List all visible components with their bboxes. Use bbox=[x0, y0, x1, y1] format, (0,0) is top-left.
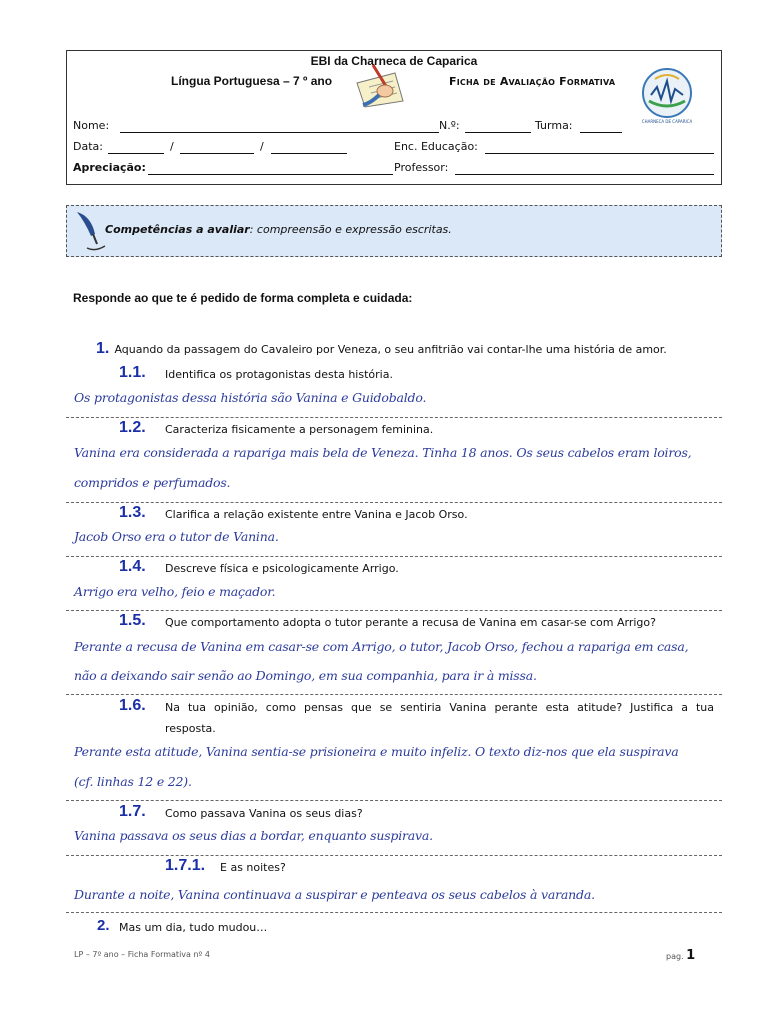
data-year-line[interactable] bbox=[271, 153, 347, 154]
data-day-line[interactable] bbox=[108, 153, 164, 154]
answer-divider bbox=[66, 502, 722, 503]
answer-1-2-line-1: Vanina era considerada a rapariga mais bela de Veneza. Tinha 18 anos. Os seus cabelos eram loiros, bbox=[74, 445, 692, 460]
question-1-2-number: 1.2. bbox=[119, 419, 146, 436]
question-1-number: 1. bbox=[96, 340, 110, 357]
competencias-box bbox=[66, 205, 722, 257]
competencias-value: : compreensão e expressão escritas. bbox=[249, 223, 452, 236]
question-2-number: 2. bbox=[97, 917, 110, 934]
question-1-3-number: 1.3. bbox=[119, 504, 146, 521]
answer-1-7-1: Durante a noite, Vanina continuava a suspirar e penteava os seus cabelos à varanda. bbox=[74, 887, 595, 902]
question-1-6-text-line-1: Na tua opinião, como pensas que se sentiria Vanina perante esta atitude? Justifica a tua bbox=[165, 701, 714, 714]
answer-divider bbox=[66, 800, 722, 801]
enc-input-line[interactable] bbox=[485, 153, 714, 154]
turma-input-line[interactable] bbox=[580, 132, 622, 133]
answer-divider bbox=[66, 855, 722, 856]
subject-title: Língua Portuguesa – 7 º ano bbox=[171, 74, 333, 88]
school-name: EBI da Charneca de Caparica bbox=[310, 54, 478, 68]
question-1-1-text: Identifica os protagonistas desta história. bbox=[165, 368, 393, 381]
answer-1-3: Jacob Orso era o tutor de Vanina. bbox=[74, 529, 279, 544]
question-1-5-text: Que comportamento adopta o tutor perante a recusa de Vanina em casar-se com Arrigo? bbox=[165, 616, 656, 629]
answer-1-1: Os protagonistas dessa história são Vanina e Guidobaldo. bbox=[74, 390, 427, 405]
question-1-2-text: Caracteriza fisicamente a personagem feminina. bbox=[165, 423, 434, 436]
answer-1-5-line-2: não a deixando sair senão ao Domingo, em sua companhia, para ir à missa. bbox=[74, 668, 537, 683]
question-1-7-1-number: 1.7.1. bbox=[165, 857, 206, 874]
question-1-7-1-text: E as noites? bbox=[220, 861, 286, 874]
date-slash-1: / bbox=[170, 140, 174, 153]
answer-divider bbox=[66, 610, 722, 611]
logo-caption: CHARNECA DE CAPARICA bbox=[641, 119, 693, 124]
label-apreciacao: Apreciação: bbox=[73, 161, 146, 174]
nome-input-line[interactable] bbox=[120, 132, 439, 133]
answer-1-5-line-1: Perante a recusa de Vanina em casar-se com Arrigo, o tutor, Jacob Orso, fechou a rapariga em casa, bbox=[74, 639, 689, 654]
question-1-7-number: 1.7. bbox=[119, 803, 146, 820]
question-1 bbox=[96, 338, 667, 358]
competencias-label: Competências a avaliar bbox=[105, 223, 250, 236]
professor-input-line[interactable] bbox=[455, 174, 714, 175]
answer-1-6-line-1: Perante esta atitude, Vanina sentia-se prisioneira e muito infeliz. O texto diz-nos que ela suspirava bbox=[74, 744, 679, 759]
sheet-title: Ficha de Avaliação Formativa bbox=[449, 75, 616, 88]
label-nome: Nome: bbox=[73, 119, 110, 132]
question-1-3-text: Clarifica a relação existente entre Vanina e Jacob Orso. bbox=[165, 508, 468, 521]
page-label: pag. bbox=[666, 952, 684, 961]
instruction-text: Responde ao que te é pedido de forma completa e cuidada: bbox=[73, 291, 413, 305]
label-numero: N.º: bbox=[439, 119, 460, 132]
question-1-4-text: Descreve física e psicologicamente Arrigo. bbox=[165, 562, 399, 575]
question-1-6-number: 1.6. bbox=[119, 697, 146, 714]
label-enc: Enc. Educação: bbox=[394, 140, 478, 153]
answer-1-4: Arrigo era velho, feio e maçador. bbox=[74, 584, 276, 599]
header-box bbox=[66, 50, 722, 185]
question-1-4-number: 1.4. bbox=[119, 558, 146, 575]
answer-divider bbox=[66, 417, 722, 418]
question-1-6-text-line-2: resposta. bbox=[165, 722, 216, 735]
school-logo bbox=[635, 65, 701, 125]
question-1-1-number: 1.1. bbox=[119, 364, 146, 381]
answer-1-7: Vanina passava os seus dias a bordar, enquanto suspirava. bbox=[74, 828, 433, 843]
page-indicator bbox=[666, 948, 695, 963]
answer-divider bbox=[66, 556, 722, 557]
footer-label: LP – 7º ano – Ficha Formativa nº 4 bbox=[74, 950, 210, 959]
data-month-line[interactable] bbox=[180, 153, 254, 154]
question-1-5-number: 1.5. bbox=[119, 612, 146, 629]
quill-pen-icon bbox=[73, 208, 107, 252]
answer-divider bbox=[66, 912, 722, 913]
label-turma: Turma: bbox=[535, 119, 573, 132]
writing-hand-icon bbox=[349, 61, 409, 109]
numero-input-line[interactable] bbox=[465, 132, 531, 133]
question-1-7-text: Como passava Vanina os seus dias? bbox=[165, 807, 363, 820]
question-2-text: Mas um dia, tudo mudou… bbox=[119, 921, 268, 934]
apreciacao-input-line[interactable] bbox=[148, 174, 393, 175]
label-data: Data: bbox=[73, 140, 103, 153]
page-number: 1 bbox=[686, 948, 696, 963]
answer-1-2-line-2: compridos e perfumados. bbox=[74, 475, 231, 490]
answer-1-6-line-2: (cf. linhas 12 e 22). bbox=[74, 774, 192, 789]
label-professor: Professor: bbox=[394, 161, 449, 174]
question-1-text: Aquando da passagem do Cavaleiro por Veneza, o seu anfitrião vai contar-lhe uma história de amor. bbox=[114, 343, 667, 356]
date-slash-2: / bbox=[260, 140, 264, 153]
answer-divider bbox=[66, 694, 722, 695]
competencias-text bbox=[105, 223, 452, 236]
